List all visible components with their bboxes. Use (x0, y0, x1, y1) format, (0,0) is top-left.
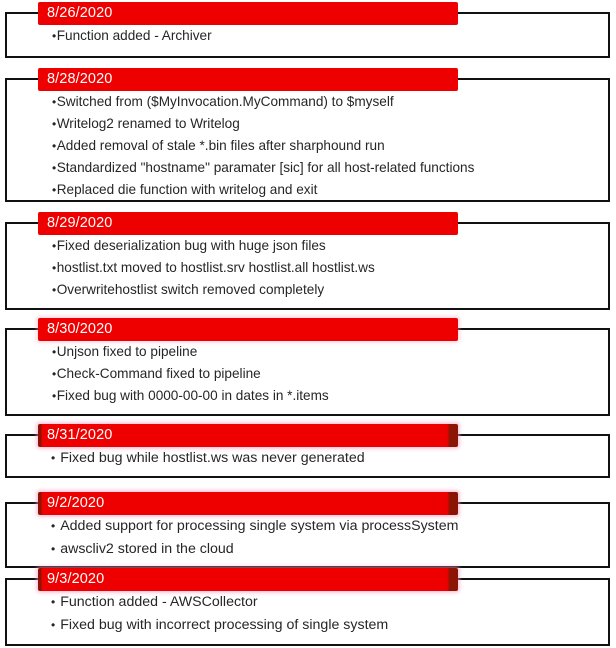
bullet-icon: • (52, 283, 57, 297)
changelog-item-text: Standardized "hostname" paramater [sic] for all host-related functions (56, 160, 475, 175)
changelog-item (52, 91, 610, 113)
entry-top-border-right (458, 12, 610, 14)
bullet-icon: • (51, 519, 56, 533)
entry-item-list (5, 515, 610, 561)
entry-top-border-left (5, 434, 39, 436)
date-banner (38, 318, 458, 341)
changelog-item-text: Fixed bug with incorrect processing of single system (60, 617, 389, 633)
date-banner (38, 492, 458, 515)
changelog-item-text: Overwritehostlist switch removed completely (56, 282, 325, 297)
changelog-item (52, 257, 610, 279)
changelog-item (51, 591, 610, 614)
changelog-item (51, 538, 610, 561)
changelog-item-text: hostlist.txt moved to hostlist.srv hostlist.all hostlist.ws (56, 260, 375, 275)
entry-date: 8/26/2020 (47, 5, 113, 22)
bullet-icon: • (52, 239, 57, 253)
changelog-item-text: Writelog2 renamed to Writelog (56, 116, 240, 131)
date-banner (38, 568, 458, 591)
changelog-item (51, 447, 610, 470)
entry-top-border-left (5, 328, 39, 330)
entry-item-list (5, 591, 610, 637)
bullet-icon: • (52, 367, 57, 381)
entry-date: 8/31/2020 (47, 427, 113, 444)
bullet-icon: • (52, 261, 57, 275)
date-banner (38, 212, 458, 235)
changelog-item (52, 113, 610, 135)
entry-top-border-right (458, 502, 610, 504)
entry-date: 9/2/2020 (47, 495, 105, 512)
bullet-icon: • (52, 183, 57, 197)
changelog-item-text: Added removal of stale *.bin files after sharphound run (56, 138, 385, 153)
bullet-icon: • (52, 117, 57, 131)
entry-top-border-right (458, 328, 610, 330)
date-banner (38, 2, 458, 25)
entry-item-list (5, 25, 610, 47)
entry-top-border-left (5, 502, 39, 504)
changelog-item-text: Function added - AWSCollector (60, 594, 258, 610)
entry-top-border-left (5, 78, 39, 80)
entry-top-border-left (5, 222, 39, 224)
bullet-icon: • (52, 389, 57, 403)
changelog-item (52, 179, 610, 201)
entry-item-list (5, 447, 610, 470)
changelog-item (51, 614, 610, 637)
changelog-item (52, 341, 610, 363)
changelog-item-text: Switched from ($MyInvocation.MyCommand) to $myself (56, 94, 394, 109)
changelog-item (52, 135, 610, 157)
entry-item-list (5, 91, 610, 201)
changelog-entry (5, 68, 610, 202)
bullet-icon: • (51, 618, 56, 632)
date-banner (38, 424, 458, 447)
entry-top-border-right (458, 434, 610, 436)
changelog-item (51, 515, 610, 538)
entry-date: 8/28/2020 (47, 71, 113, 88)
changelog-item (52, 385, 610, 407)
changelog-entry (5, 492, 610, 568)
changelog-item-text: Check-Command fixed to pipeline (56, 366, 261, 381)
entry-item-list (5, 235, 610, 301)
bullet-icon: • (52, 345, 57, 359)
entry-date: 9/3/2020 (47, 571, 105, 588)
entry-date: 8/30/2020 (47, 321, 113, 338)
changelog-item (52, 363, 610, 385)
changelog-entry (5, 568, 610, 646)
entry-top-border-right (458, 78, 610, 80)
changelog-item-text: Fixed bug while hostlist.ws was never generated (60, 450, 365, 466)
changelog-entry (5, 318, 610, 416)
bullet-icon: • (51, 542, 56, 556)
bullet-icon: • (52, 29, 57, 43)
bullet-icon: • (52, 95, 57, 109)
entry-top-border-right (458, 578, 610, 580)
changelog-item-text: Added support for processing single system via processSystem (60, 518, 459, 534)
changelog-item-text: Function added - Archiver (56, 28, 212, 43)
changelog-item-text: Fixed deserialization bug with huge json files (56, 238, 326, 253)
bullet-icon: • (52, 161, 57, 175)
changelog-item (52, 235, 610, 257)
changelog-item-text: Fixed bug with 0000-00-00 in dates in *.items (56, 388, 329, 403)
entry-date: 8/29/2020 (47, 215, 113, 232)
changelog-item (52, 157, 610, 179)
entry-item-list (5, 341, 610, 407)
entry-top-border-left (5, 578, 39, 580)
changelog-item-text: awscliv2 stored in the cloud (60, 541, 234, 557)
changelog-item-text: Unjson fixed to pipeline (56, 344, 198, 359)
bullet-icon: • (51, 451, 56, 465)
changelog-entry (5, 212, 610, 310)
changelog-item-text: Replaced die function with writelog and exit (56, 182, 318, 197)
bullet-icon: • (51, 595, 56, 609)
entry-top-border-right (458, 222, 610, 224)
date-banner (38, 68, 458, 91)
entry-top-border-left (5, 12, 39, 14)
bullet-icon: • (52, 139, 57, 153)
changelog-entry (5, 2, 610, 58)
changelog-item (52, 279, 610, 301)
changelog-entry (5, 424, 610, 478)
changelog-item (52, 25, 610, 47)
